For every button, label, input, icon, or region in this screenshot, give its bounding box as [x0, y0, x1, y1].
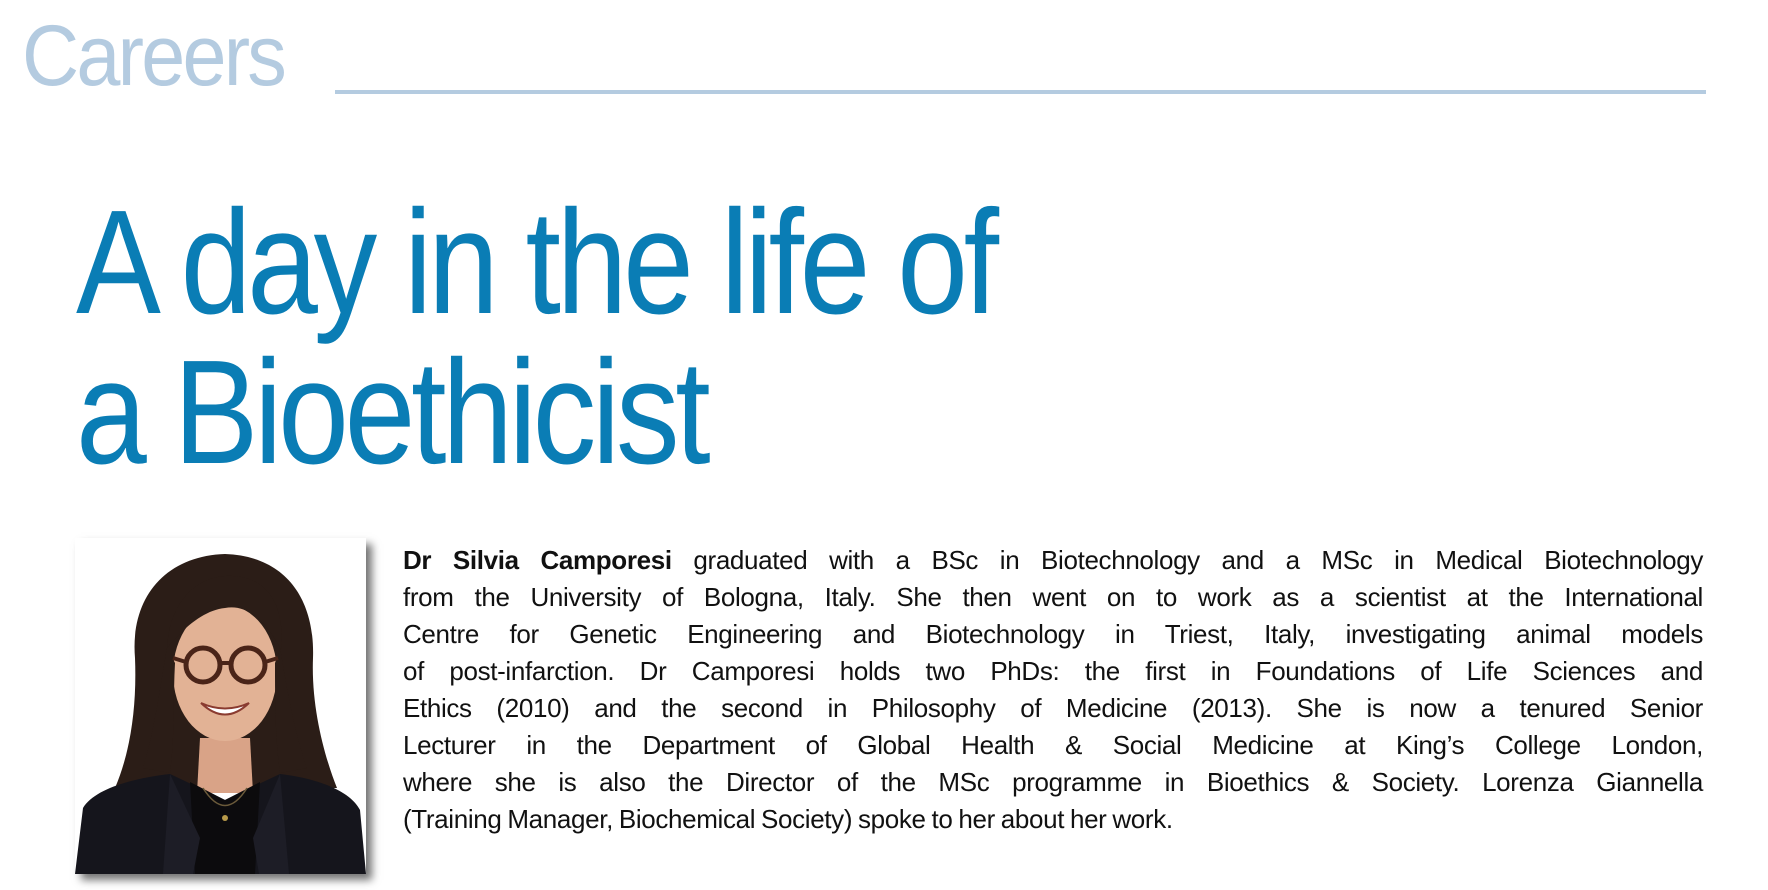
header-rule — [335, 90, 1706, 94]
intro-line: of post-infarction. Dr Camporesi holds two PhDs: the first in Foundations of Life Sciences and — [403, 656, 1703, 686]
intro-line: Dr Silvia Camporesi graduated with a BSc in Biotechnology and a MSc in Medical Biotechnology — [403, 545, 1703, 575]
section-label: Careers — [22, 8, 285, 104]
intro-line: (Training Manager, Biochemical Society) spoke to her about her work. — [403, 804, 1173, 834]
intro-paragraph — [403, 542, 1703, 838]
intro-line: Ethics (2010) and the second in Philosophy of Medicine (2013). She is now a tenured Senior — [403, 693, 1703, 723]
intro-line: Centre for Genetic Engineering and Biotechnology in Triest, Italy, investigating animal models — [403, 619, 1703, 649]
interviewee-name: Dr Silvia Camporesi — [403, 545, 672, 575]
article-title — [76, 180, 995, 495]
title-line-1: A day in the life of — [76, 180, 995, 345]
portrait-image — [75, 538, 366, 874]
portrait-photo — [75, 538, 366, 874]
intro-line: from the University of Bologna, Italy. She then went on to work as a scientist at the International — [403, 582, 1703, 612]
title-line-2: a Bioethicist — [76, 330, 707, 495]
section-header — [22, 6, 1712, 106]
intro-line: Lecturer in the Department of Global Health & Social Medicine at King’s College London, — [403, 730, 1703, 760]
intro-line: where she is also the Director of the MSc programme in Bioethics & Society. Lorenza Giannella — [403, 767, 1703, 797]
